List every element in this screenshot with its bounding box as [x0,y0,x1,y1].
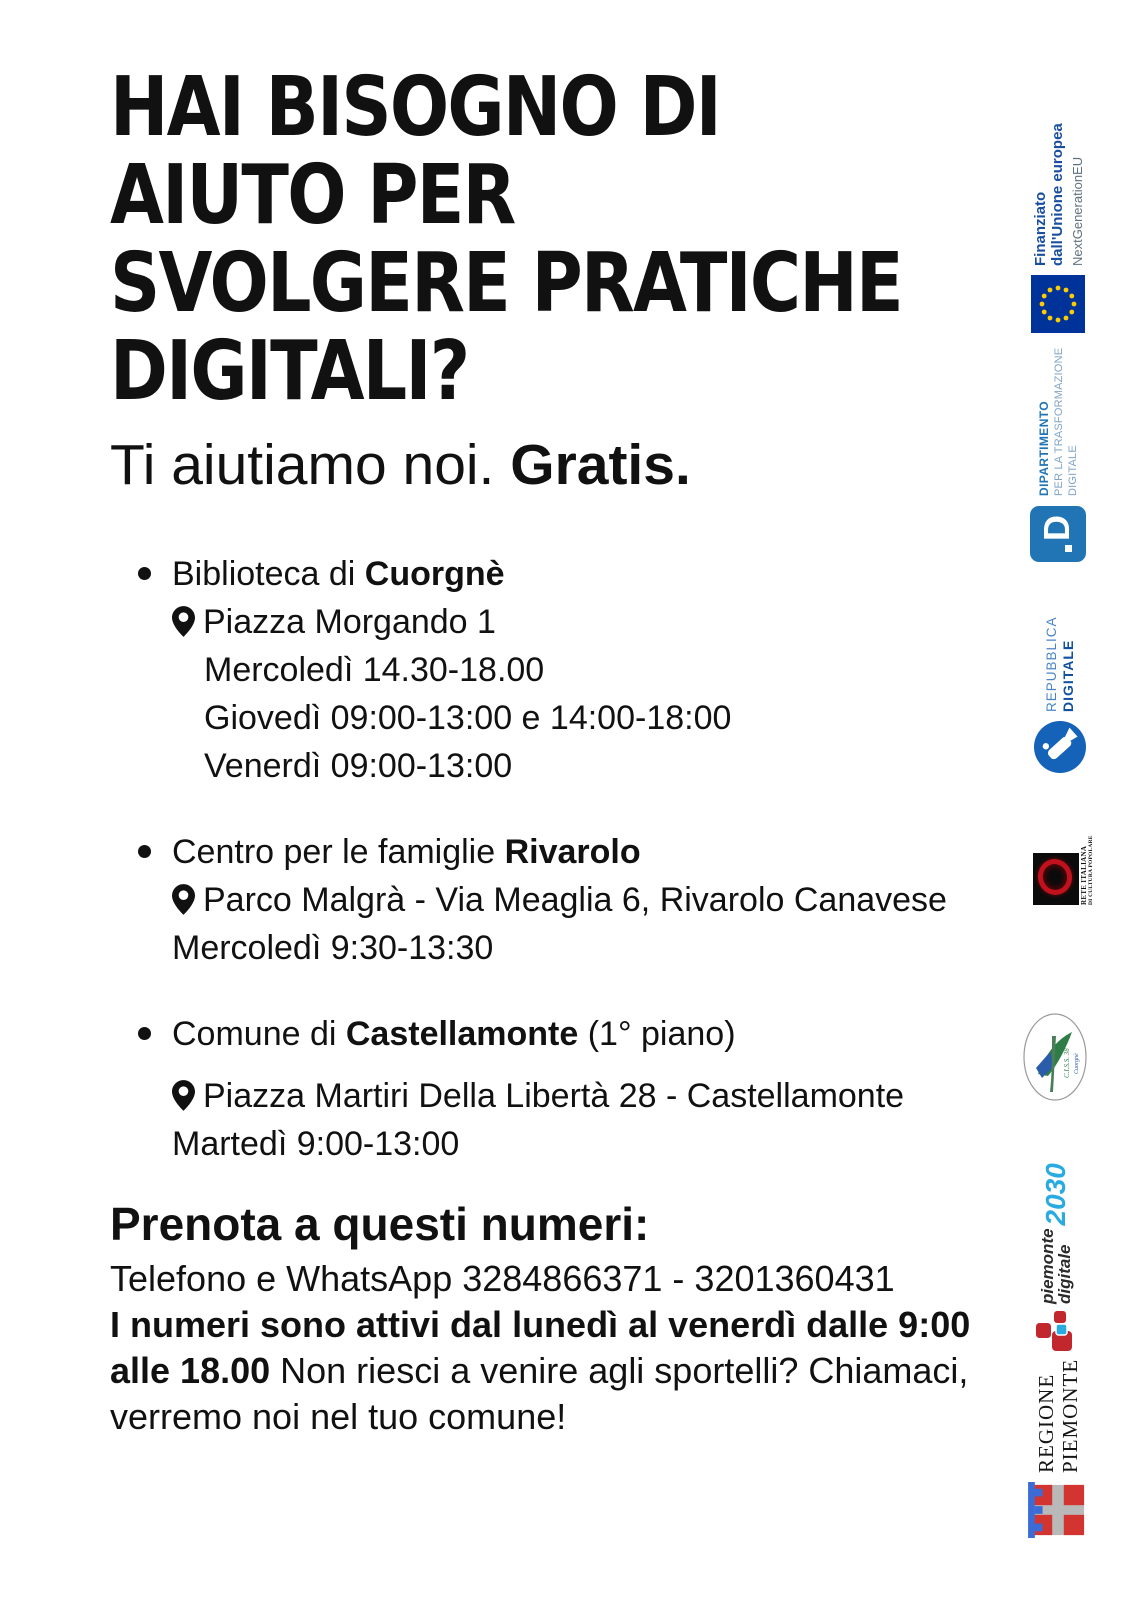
schedule-line: Mercoledì 14.30-18.00 [204,651,545,689]
repubblica-line2: DIGITALE [1060,639,1076,712]
rete-line2: DI CULTURA POPOLARE [1088,835,1094,905]
eu-logo-line2: dall'Unione europea [1048,123,1066,266]
eu-flag-icon [1031,275,1085,333]
regione-line1: REGIONE [1034,1373,1058,1473]
dipartimento-line3: DIGITALE [1066,445,1079,496]
page-title [110,60,994,419]
location-address: Parco Malgrà - Via Meaglia 6, Rivarolo Canavese [203,881,947,919]
location-pin-icon [172,606,195,637]
subtitle [110,432,990,498]
logo-regione-piemonte [1020,1358,1096,1538]
schedule-line: Giovedì 09:00-13:00 e 14:00-18:00 [204,699,732,737]
location-address: Piazza Morgando 1 [203,603,496,641]
dipartimento-line1: DIPARTIMENTO [1036,400,1051,496]
piemonte-coat-of-arms-icon [1026,1482,1090,1538]
piemonte-pixel-icon [1034,1310,1078,1352]
location-name [172,550,990,598]
piemonte-line2: digitale [1055,1244,1074,1304]
title-line-3: SVOLGERE PRATICHE [110,236,902,331]
address-row [172,1072,990,1120]
dipartimento-badge-icon [1030,506,1086,562]
schedule-line: Martedì 9:00-13:00 [172,1125,460,1163]
location-name-regular: Comune di [172,1015,346,1053]
booking-paragraph [110,1302,995,1440]
dipartimento-badge-letter: D [1036,515,1078,541]
logo-rete-italiana-cultura-popolare [1033,853,1079,905]
bullet-icon [138,567,151,580]
location-name [172,1010,990,1058]
schedule-line: Venerdì 09:00-13:00 [204,747,513,785]
dipartimento-badge-dot [1065,545,1072,552]
location-item-rivarolo [110,828,990,972]
eu-logo-line1: Finanziato [1031,191,1049,266]
subtitle-bold: Gratis. [510,433,691,497]
schedule-line: Mercoledì 9:30-13:30 [172,929,494,967]
dipartimento-line2: PER LA TRASFORMAZIONE [1052,347,1065,496]
regione-line2: PIEMONTE [1058,1358,1082,1473]
piemonte-year: 2030 [1040,1163,1071,1226]
title-line-4: DIGITALI? [110,324,469,419]
address-row [172,876,990,924]
logo-dipartimento-trasformazione-digitale [1020,347,1096,562]
megaphone-icon [1034,721,1086,773]
booking-heading: Prenota a questi numeri: [110,1198,650,1250]
svg-text:Cuorgnè: Cuorgnè [1074,1053,1080,1074]
logo-eu-nextgeneration [1018,123,1098,333]
location-pin-icon [172,884,195,915]
location-name-suffix: (1° piano) [578,1015,736,1053]
location-item-castellamonte [110,1010,990,1168]
rete-ring-icon [1034,855,1076,899]
rete-line1: RETE ITALIANA [1080,845,1088,905]
rete-vertical-text [1080,835,1096,905]
repubblica-line1: REPUBBLICA [1044,616,1059,712]
location-name-bold: Castellamonte [345,1015,579,1053]
address-row [172,598,990,646]
main-content [110,60,990,1206]
logo-ciss-38-cuorgne [1022,1012,1088,1102]
logo-repubblica-digitale [1024,618,1096,773]
booking-section [110,1196,995,1440]
location-name-regular: Biblioteca di [172,555,365,593]
location-name-regular: Centro per le famiglie [172,833,505,871]
bullet-icon [138,845,151,858]
bullet-icon [138,1027,151,1040]
booking-phone-line: Telefono e WhatsApp 3284866371 - 3201360431 [110,1258,895,1299]
location-pin-icon [172,1080,195,1111]
title-line-1: HAI BISOGNO DI [110,60,721,155]
subtitle-regular: Ti aiutiamo noi. [110,433,511,497]
title-line-2: AIUTO PER [110,148,515,243]
booking-note: Non riesci a venire agli sportelli? Chiamaci, verremo noi nel tuo comune! [110,1350,969,1437]
eu-logo-line3: NextGenerationEU [1069,156,1085,266]
logo-piemonte-digitale-2030 [1020,1163,1092,1352]
piemonte-line1: piemonte [1038,1228,1057,1304]
location-name [172,828,990,876]
booking-hours-bold: I numeri sono attivi dal lunedì al venerdì dalle 9:00 alle 18.00 [110,1304,971,1391]
svg-text:C.I.S.S. 38: C.I.S.S. 38 [1063,1048,1071,1078]
repubblica-digitale-icon [1034,721,1086,773]
ciss-emblem-icon [1022,1012,1088,1102]
location-name-bold: Cuorgnè [364,555,505,593]
locations-list [110,550,990,1168]
location-item-cuorgne [110,550,990,790]
location-address: Piazza Martiri Della Libertà 28 - Castellamonte [203,1077,905,1115]
location-name-bold: Rivarolo [504,833,641,871]
